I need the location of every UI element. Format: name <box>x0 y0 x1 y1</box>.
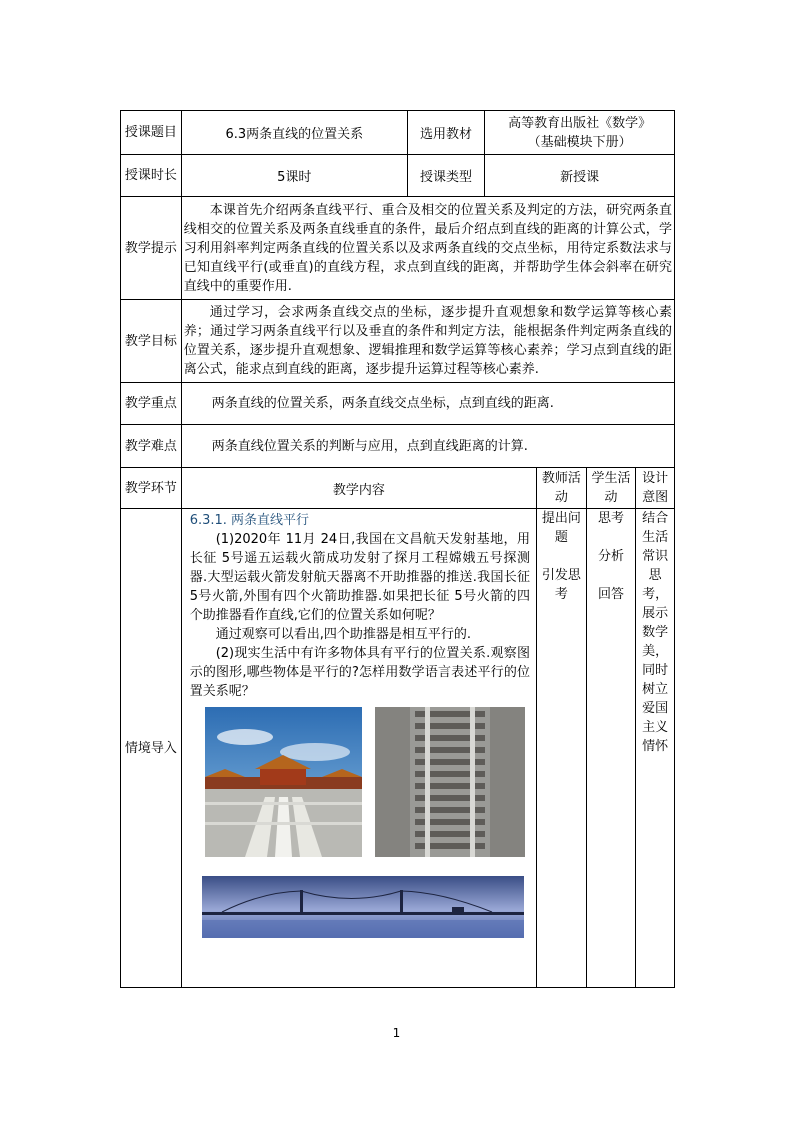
section-title: 6.3.1. 两条直线平行 <box>189 513 310 528</box>
section-paragraph-2: 通过观察可以看出,四个助推器是相互平行的. <box>215 627 471 642</box>
page-number: 1 <box>392 1026 401 1040</box>
student-activity-1: 思考 <box>597 511 624 526</box>
type-value: 新授课 <box>485 155 675 197</box>
col-teacher-header: 教师活动 <box>537 468 587 509</box>
example-images <box>190 707 530 872</box>
section-paragraph-1: (1)2020年 11月 24日,我国在文昌航天发射基地，用长征 5号遥五运载火箭成功发射了探月工程嫦娥五号探测器.大型运载火箭发射航天器离不开助推器的推送.我国长征 5号火箭,外围有四个火箭助推器.如果把长征 5号火箭的四个助推器看作直线,它们的位置关系如何呢？ <box>189 532 530 623</box>
hours-value: 5课时 <box>181 155 407 197</box>
textbook-line1: 高等教育出版社《数学》 <box>508 115 652 131</box>
bridge-image-row <box>190 876 530 946</box>
col-design-header: 设计意图 <box>636 468 675 509</box>
topic-value: 6.3两条直线的位置关系 <box>181 111 407 155</box>
teacher-activity-2: 引发思考 <box>541 568 581 602</box>
key-points-text: 两条直线的位置关系，两条直线交点坐标，点到直线的距离. <box>181 383 674 425</box>
topic-label: 授课题目 <box>121 111 182 155</box>
section-paragraph-3: (2)现实生活中有许多物体具有平行的位置关系.观察图示的图形,哪些物体是平行的?怎样用数学语言表述平行的位置关系呢？ <box>189 646 530 699</box>
goals-text: 通过学习，会求两条直线交点的坐标，逐步提升直观想象和数学运算等核心素养；通过学习两条直线平行以及垂直的条件和判定方法，能根据条件判定两条直线的位置关系，逐步提升直观想象、逻辑推理和数学运算等核心素养；学习点到直线的距离公式，能求点到直线的距离，逐步提升运算过程等核心素养. <box>181 300 674 383</box>
palace-photo <box>205 707 362 857</box>
railway-photo <box>375 707 525 857</box>
section-content <box>181 509 536 988</box>
bridge-photo <box>202 876 524 938</box>
difficulties-label: 教学难点 <box>121 425 182 468</box>
textbook-value <box>485 111 675 155</box>
tips-text: 本课首先介绍两条直线平行、重合及相交的位置关系及判定的方法，研究两条直线相交的位置关系及两条直线垂直的条件，最后介绍点到直线的距离的计算公式，学习利用斜率判定两条直线的位置关系以及求两条直线的交点坐标，用待定系数法求与已知直线平行(或垂直)的直线方程，求点到直线的距离，并帮助学生体会斜率在研究直线中的重要作用. <box>181 197 674 300</box>
type-label: 授课类型 <box>407 155 484 197</box>
col-content-header: 教学内容 <box>181 468 536 509</box>
student-activity-3: 回答 <box>597 587 624 602</box>
col-stage-header: 教学环节 <box>121 468 182 509</box>
teacher-activity-1: 提出问题 <box>541 511 581 545</box>
goals-label: 教学目标 <box>121 300 182 383</box>
section-stage-label: 情境导入 <box>121 509 182 988</box>
student-activity-cell <box>586 509 636 988</box>
difficulties-text: 两条直线位置关系的判断与应用，点到直线距离的计算. <box>181 425 674 468</box>
student-activity-2: 分析 <box>597 549 624 564</box>
textbook-line2: （基础模块下册） <box>527 134 632 150</box>
design-intent-text: 结合生活常识思考，展示数学美，同时树立爱国主义情怀 <box>642 511 669 754</box>
key-points-label: 教学重点 <box>121 383 182 425</box>
textbook-label: 选用教材 <box>407 111 484 155</box>
design-intent-cell <box>636 509 675 988</box>
tips-label: 教学提示 <box>121 197 182 300</box>
hours-label: 授课时长 <box>121 155 182 197</box>
col-student-header: 学生活动 <box>586 468 636 509</box>
lesson-plan-table <box>120 110 675 988</box>
teacher-activity-cell <box>537 509 587 988</box>
